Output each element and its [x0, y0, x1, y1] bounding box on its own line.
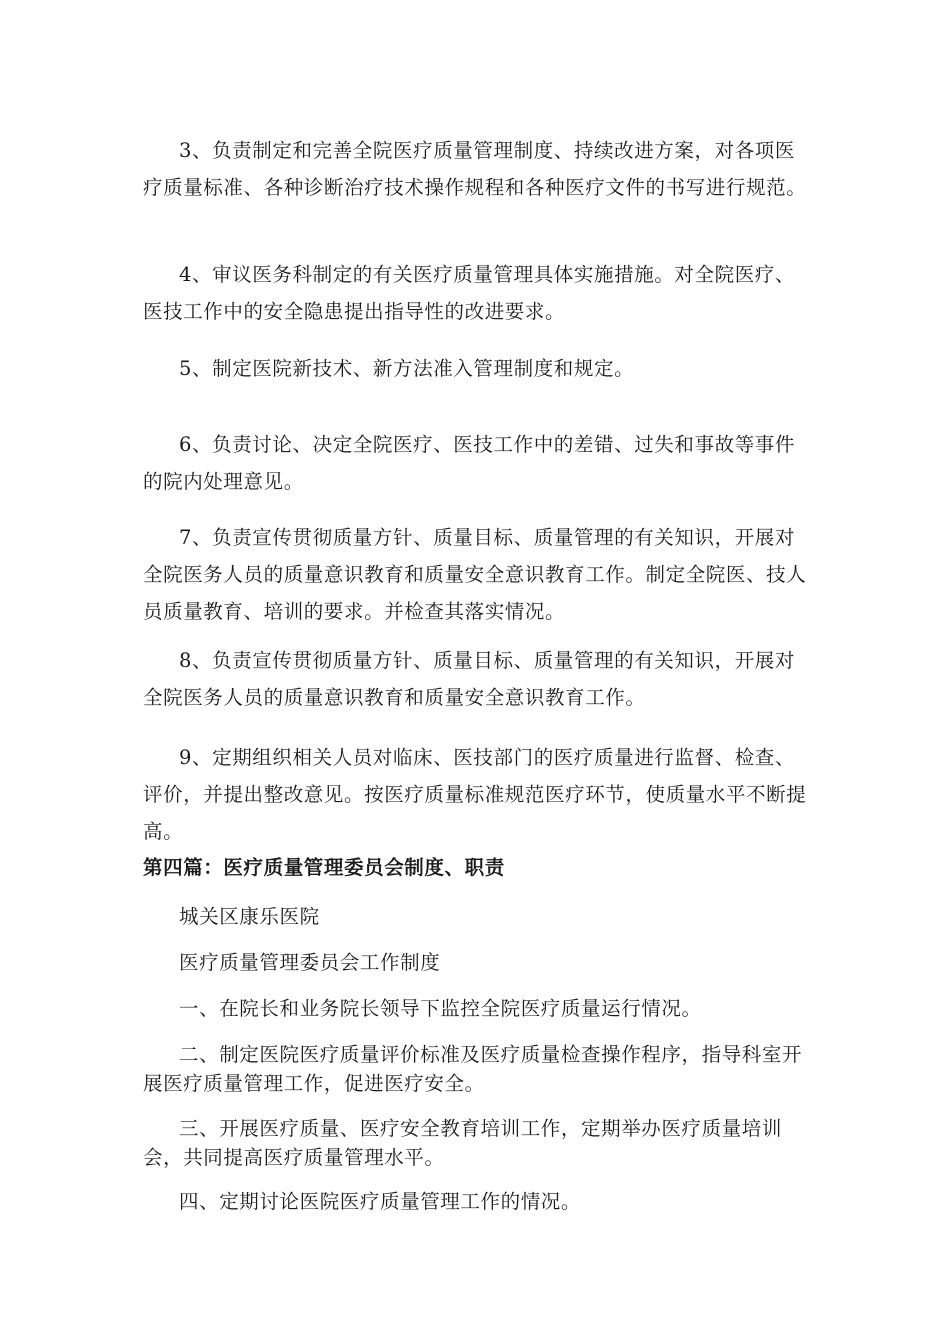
doc-title: 医疗质量管理委员会工作制度: [179, 951, 441, 974]
item-2: 二、制定医院医疗质量评价标准及医疗质量检查操作程序，指导科室开展医疗质量管理工作，促进医疗安全。: [143, 1043, 803, 1095]
item-1: 一、在院长和业务院长领导下监控全院医疗质量运行情况。: [179, 997, 702, 1020]
org-name: 城关区康乐医院: [179, 905, 320, 928]
item-3: 三、开展医疗质量、医疗安全教育培训工作，定期举办医疗质量培训会，共同提高医疗质量管理水平。: [143, 1117, 783, 1169]
paragraph-7: 7、负责宣传贯彻质量方针、质量目标、质量管理的有关知识，开展对全院医务人员的质量意识教育和质量安全意识教育工作。制定全院医、技人员质量教育、培训的要求。并检查其落实情况。: [143, 526, 807, 623]
paragraph-8: 8、负责宣传贯彻质量方针、质量目标、质量管理的有关知识，开展对全院医务人员的质量意识教育和质量安全意识教育工作。: [143, 649, 796, 709]
paragraph-3: 3、负责制定和完善全院医疗质量管理制度、持续改进方案，对各项医疗质量标准、各种诊断治疗技术操作规程和各种医疗文件的书写进行规范。: [143, 139, 807, 199]
paragraph-9: 9、定期组织相关人员对临床、医技部门的医疗质量进行监督、检查、评价，并提出整改意见。按医疗质量标准规范医疗环节，使质量水平不断提高。: [143, 746, 807, 843]
section-heading: 第四篇：医疗质量管理委员会制度、职责: [143, 856, 505, 879]
paragraph-5: 5、制定医院新技术、新方法准入管理制度和规定。: [179, 357, 635, 380]
paragraph-4: 4、审议医务科制定的有关医疗质量管理具体实施措施。对全院医疗、医技工作中的安全隐患提出指导性的改进要求。: [143, 263, 796, 323]
item-4: 四、定期讨论医院医疗质量管理工作的情况。: [179, 1190, 582, 1213]
paragraph-6: 6、负责讨论、决定全院医疗、医技工作中的差错、过失和事故等事件的院内处理意见。: [143, 433, 796, 493]
